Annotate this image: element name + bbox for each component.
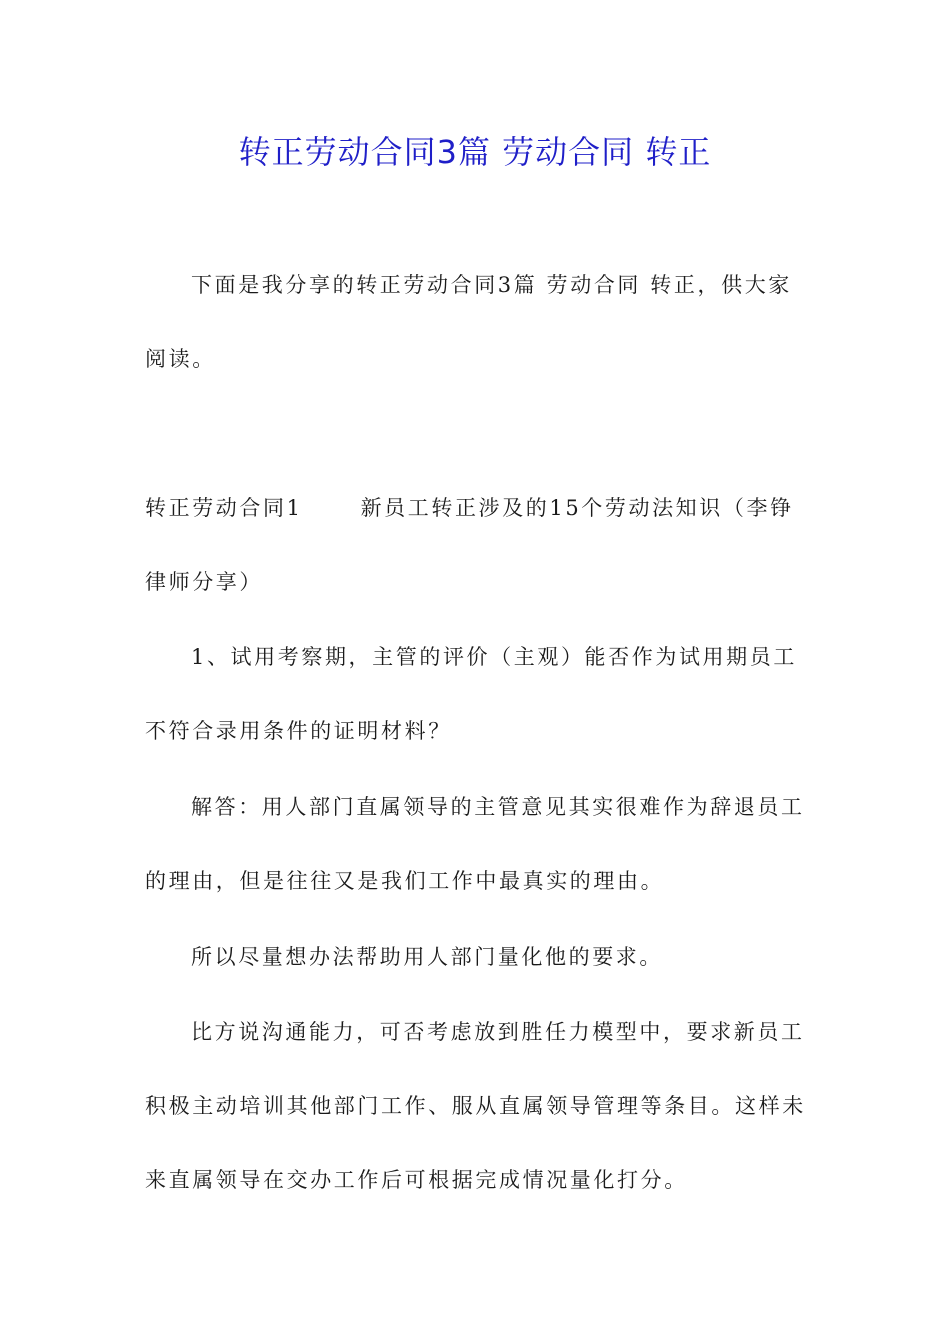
- document-title: 转正劳动合同3篇 劳动合同 转正: [238, 133, 712, 171]
- section-heading: 转正劳动合同1: [145, 496, 303, 520]
- intro-paragraph: 下面是我分享的转正劳动合同3篇 劳动合同 转正，供大家阅读。: [145, 273, 792, 371]
- section-subject: 新员工转正涉及的15个劳动法知识（李铮律师分享）: [145, 496, 794, 594]
- question-paragraph: 1、试用考察期，主管的评价（主观）能否作为试用期员工不符合录用条件的证明材料？: [145, 645, 797, 743]
- answer-paragraph-3: 比方说沟通能力，可否考虑放到胜任力模型中，要求新员工积极主动培训其他部门工作、服从直属领导管理等条目。这样未来直属领导在交办工作后可根据完成情况量化打分。: [145, 1020, 806, 1192]
- answer-paragraph-1: 解答：用人部门直属领导的主管意见其实很难作为辞退员工的理由，但是往往又是我们工作中最真实的理由。: [145, 795, 805, 893]
- section-heading-paragraph: [145, 471, 807, 619]
- answer-paragraph-2: 所以尽量想办法帮助用人部门量化他的要求。: [191, 945, 663, 969]
